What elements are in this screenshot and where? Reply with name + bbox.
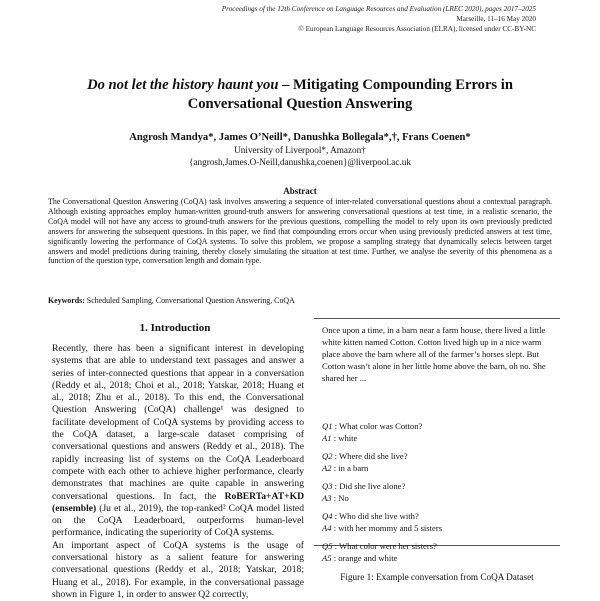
answer-text: : white bbox=[331, 433, 358, 443]
answer-label: A4 bbox=[322, 523, 332, 533]
proceedings-header bbox=[222, 4, 536, 34]
answer-line bbox=[322, 492, 554, 504]
answer-line bbox=[322, 462, 554, 474]
figure-qa-list bbox=[322, 420, 554, 570]
email-line: {angrosh,James.O-Neill,danushka,coenen}@liverpool.ac.uk bbox=[189, 156, 411, 167]
question-text: : What color were her sisters? bbox=[332, 541, 437, 551]
answer-text: : orange and white bbox=[331, 553, 398, 563]
answer-label: A1 bbox=[322, 433, 332, 443]
answer-label: A5 bbox=[322, 553, 332, 563]
question-line bbox=[322, 420, 554, 432]
question-text: : Who did she live with? bbox=[332, 511, 419, 521]
header-line-3: © European Language Resources Association (ELRA), licensed under CC-BY-NC bbox=[298, 25, 536, 33]
figure-caption: Figure 1: Example conversation from CoQA Dataset bbox=[340, 572, 534, 582]
abstract-heading: Abstract bbox=[283, 186, 317, 196]
figure-story: Once upon a time, in a barn near a farm house, there lived a little white kitten named Cotton. Cotton lived high up in a nice warm place above the barn where all of the farmer’s horses slept. But Cotton wasn’t alone in her little home above the barn, oh no. She shared her ... bbox=[322, 325, 546, 383]
answer-label: A3 bbox=[322, 493, 332, 503]
question-label: Q2 bbox=[322, 451, 333, 461]
answer-text: : No bbox=[331, 493, 349, 503]
answer-text: : with her mommy and 5 sisters bbox=[331, 523, 443, 533]
title-rest: – Mitigating Compounding Errors in Conversational Question Answering bbox=[187, 77, 513, 112]
qa-pair bbox=[322, 450, 554, 474]
bold-system-name: RoBERTa+AT+KD (ensemble) bbox=[52, 490, 304, 514]
keywords-text: Scheduled Sampling, Conversational Question Answering, CoQA bbox=[84, 296, 295, 305]
question-line bbox=[322, 480, 554, 492]
question-text: : Did she live alone? bbox=[332, 481, 406, 491]
section-heading-introduction: 1. Introduction bbox=[139, 322, 211, 334]
question-line bbox=[322, 450, 554, 462]
question-line bbox=[322, 510, 554, 522]
answer-line bbox=[322, 522, 554, 534]
introduction-body bbox=[52, 343, 304, 601]
qa-pair bbox=[322, 510, 554, 534]
qa-pair bbox=[322, 540, 554, 564]
answer-line bbox=[322, 432, 554, 444]
affiliation-line: University of Liverpool*, Amazon† bbox=[234, 145, 366, 155]
paper-title bbox=[40, 76, 560, 114]
question-label: Q5 bbox=[322, 541, 333, 551]
intro-p1-text: Recently, there has been a significant interest in developing systems that are able to understand text passages and answer a series of inter-connected questions that appear in a conversation (Reddy et al., 2018; Choi et al., 2018; Yatskar, 2018; Huang et al., 2018; Zhu et al., 2018). To this end, the Conversational Question Answering (CoQA) challenge¹ was designed to facilitate development of CoQA systems by providing access to the CoQA dataset, a large-scale dataset comprising of conversational questions and answers (Reddy et al., 2018). The rapidly increasing list of systems on the CoQA Leaderboard compete with each other to achieve higher performance, clearly demonstrates that machines are quite capable in answering conversational questions. In fact, the bbox=[52, 343, 304, 502]
question-line bbox=[322, 540, 554, 552]
answer-text: : in a barn bbox=[331, 463, 369, 473]
intro-p1-end: (Ju et al., 2019), the top-ranked² CoQA model listed on the CoQA Leaderboard, outperforms human-level performance, indicating the superiority of CoQA systems. bbox=[52, 502, 304, 539]
keywords bbox=[48, 296, 552, 305]
author-list: Angrosh Mandya*, James O’Neill*, Danushka Bollegala*,†, Frans Coenen* bbox=[129, 132, 471, 143]
affiliations bbox=[40, 145, 560, 168]
abstract-text: The Conversational Question Answering (CoQA) task involves answering a sequence of inter-related conversational questions about a contextual paragraph. Although existing approaches employ human-written ground-truth answers for answering conversational questions at test time, in a realistic scenario, the CoQA model will not have any access to ground-truth answers for the previous questions, compelling the model to rely upon its own previously predicted answers for answering the subsequent questions. In this paper, we find that compounding errors occur when using previously predicted answers at test time, significantly lowering the performance of CoQA systems. To solve this problem, we propose a sampling strategy that dynamically selects between target answers and model predictions during training, thereby closely simulating the situation at test time. Further, we analyse the severity of this phenomena as a function of the question type, conversation length and domain type. bbox=[48, 197, 552, 266]
question-text: : What color was Cotton? bbox=[332, 421, 423, 431]
header-line-2: Marseille, 11–16 May 2020 bbox=[456, 15, 536, 23]
answer-line bbox=[322, 552, 554, 564]
question-label: Q4 bbox=[322, 511, 333, 521]
intro-paragraph-2: An important aspect of CoQA systems is the usage of conversational history as a salient feature for answering conversational questions (Reddy et al., 2018; Yatskar, 2018; Huang et al., 2018). For example, in the conversational passage shown in Figure 1, in order to answer Q2 correctly, bbox=[52, 539, 304, 600]
title-italic: Do not let the history haunt you bbox=[87, 77, 279, 93]
keywords-label: Keywords: bbox=[48, 296, 85, 305]
question-label: Q3 bbox=[322, 481, 333, 491]
qa-pair bbox=[322, 480, 554, 504]
question-label: Q1 bbox=[322, 421, 333, 431]
header-line-1: Proceedings of the 12th Conference on Language Resources and Evaluation (LREC 2020), pages 2017–2025 bbox=[221, 5, 536, 13]
intro-paragraph-1 bbox=[52, 343, 304, 540]
question-text: : Where did she live? bbox=[332, 451, 408, 461]
answer-label: A2 bbox=[322, 463, 332, 473]
qa-pair bbox=[322, 420, 554, 444]
